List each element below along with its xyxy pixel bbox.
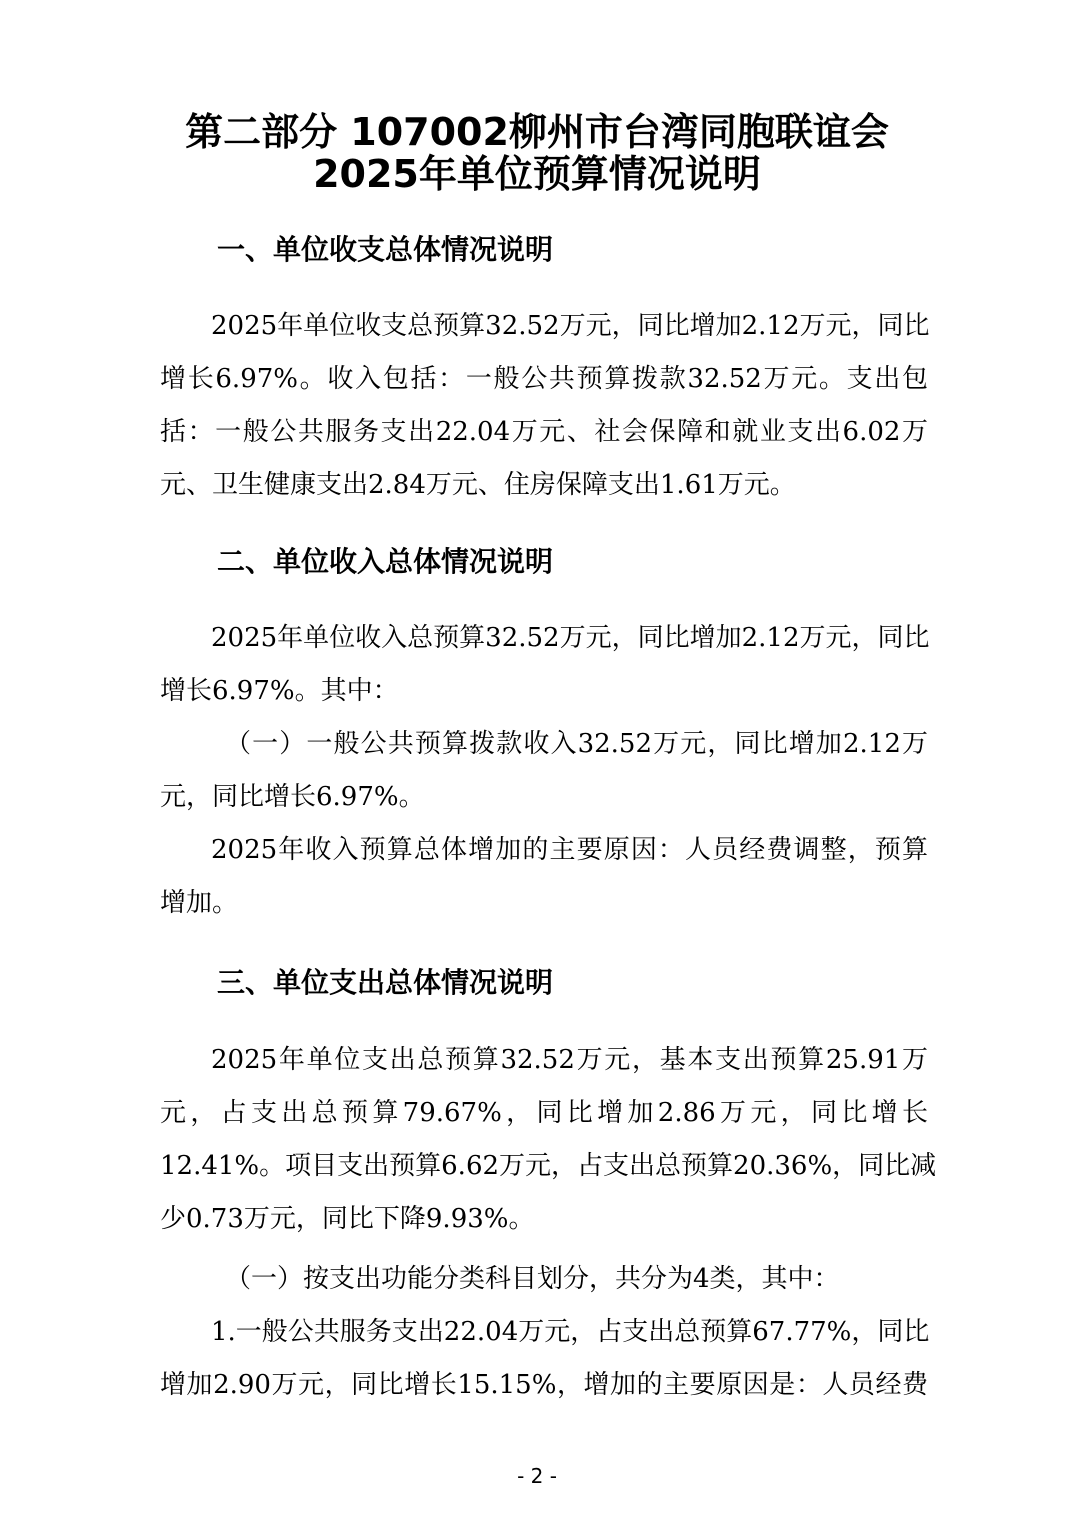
section-1-paragraph-line: 2025年单位收支总预算32.52万元，同比增加2.12万元，同比 xyxy=(211,311,930,341)
section-3-paragraph-line: 12.41%。项目支出预算6.62万元，占支出总预算20.36%，同比减 xyxy=(160,1151,937,1181)
section-1-paragraph-line: 括：一般公共服务支出22.04万元、社会保障和就业支出6.02万 xyxy=(160,417,928,447)
document-title-line-2: 2025年单位预算情况说明 xyxy=(313,152,761,196)
section-3-paragraph-line: 2025年单位支出总预算32.52万元，基本支出预算25.91万 xyxy=(211,1045,928,1075)
section-3-paragraph-line: （一）按支出功能分类科目划分，共分为4类，其中： xyxy=(225,1264,840,1294)
section-2-paragraph-line: 2025年单位收入总预算32.52万元，同比增加2.12万元，同比 xyxy=(211,623,930,653)
section-3-paragraph-line: 增加2.90万元，同比增长15.15%，增加的主要原因是：人员经费 xyxy=(160,1370,928,1400)
section-2-paragraph-line: 2025年收入预算总体增加的主要原因：人员经费调整，预算 xyxy=(211,835,928,865)
page-number: - 2 - xyxy=(517,1464,557,1488)
section-3-paragraph-line: 元，占支出总预算79.67%，同比增加2.86万元，同比增长 xyxy=(160,1098,928,1128)
document-title-line-1: 第二部分 107002柳州市台湾同胞联谊会 xyxy=(185,110,889,154)
section-1-paragraph-line: 元、卫生健康支出2.84万元、住房保障支出1.61万元。 xyxy=(160,470,796,500)
section-1-heading: 一、单位收支总体情况说明 xyxy=(217,233,554,266)
section-1-paragraph-line: 增长6.97%。收入包括：一般公共预算拨款32.52万元。支出包 xyxy=(160,364,928,394)
section-3-paragraph-line: 1.一般公共服务支出22.04万元，占支出总预算67.77%，同比 xyxy=(211,1317,930,1347)
section-2-paragraph-line: （一）一般公共预算拨款收入32.52万元，同比增加2.12万 xyxy=(225,729,928,759)
section-2-paragraph-line: 增长6.97%。其中： xyxy=(160,676,399,706)
section-2-paragraph-line: 增加。 xyxy=(160,888,239,918)
section-2-heading: 二、单位收入总体情况说明 xyxy=(217,545,554,578)
section-3-paragraph-line: 少0.73万元，同比下降9.93%。 xyxy=(160,1204,535,1234)
section-2-paragraph-line: 元，同比增长6.97%。 xyxy=(160,782,425,812)
section-3-heading: 三、单位支出总体情况说明 xyxy=(217,966,554,999)
